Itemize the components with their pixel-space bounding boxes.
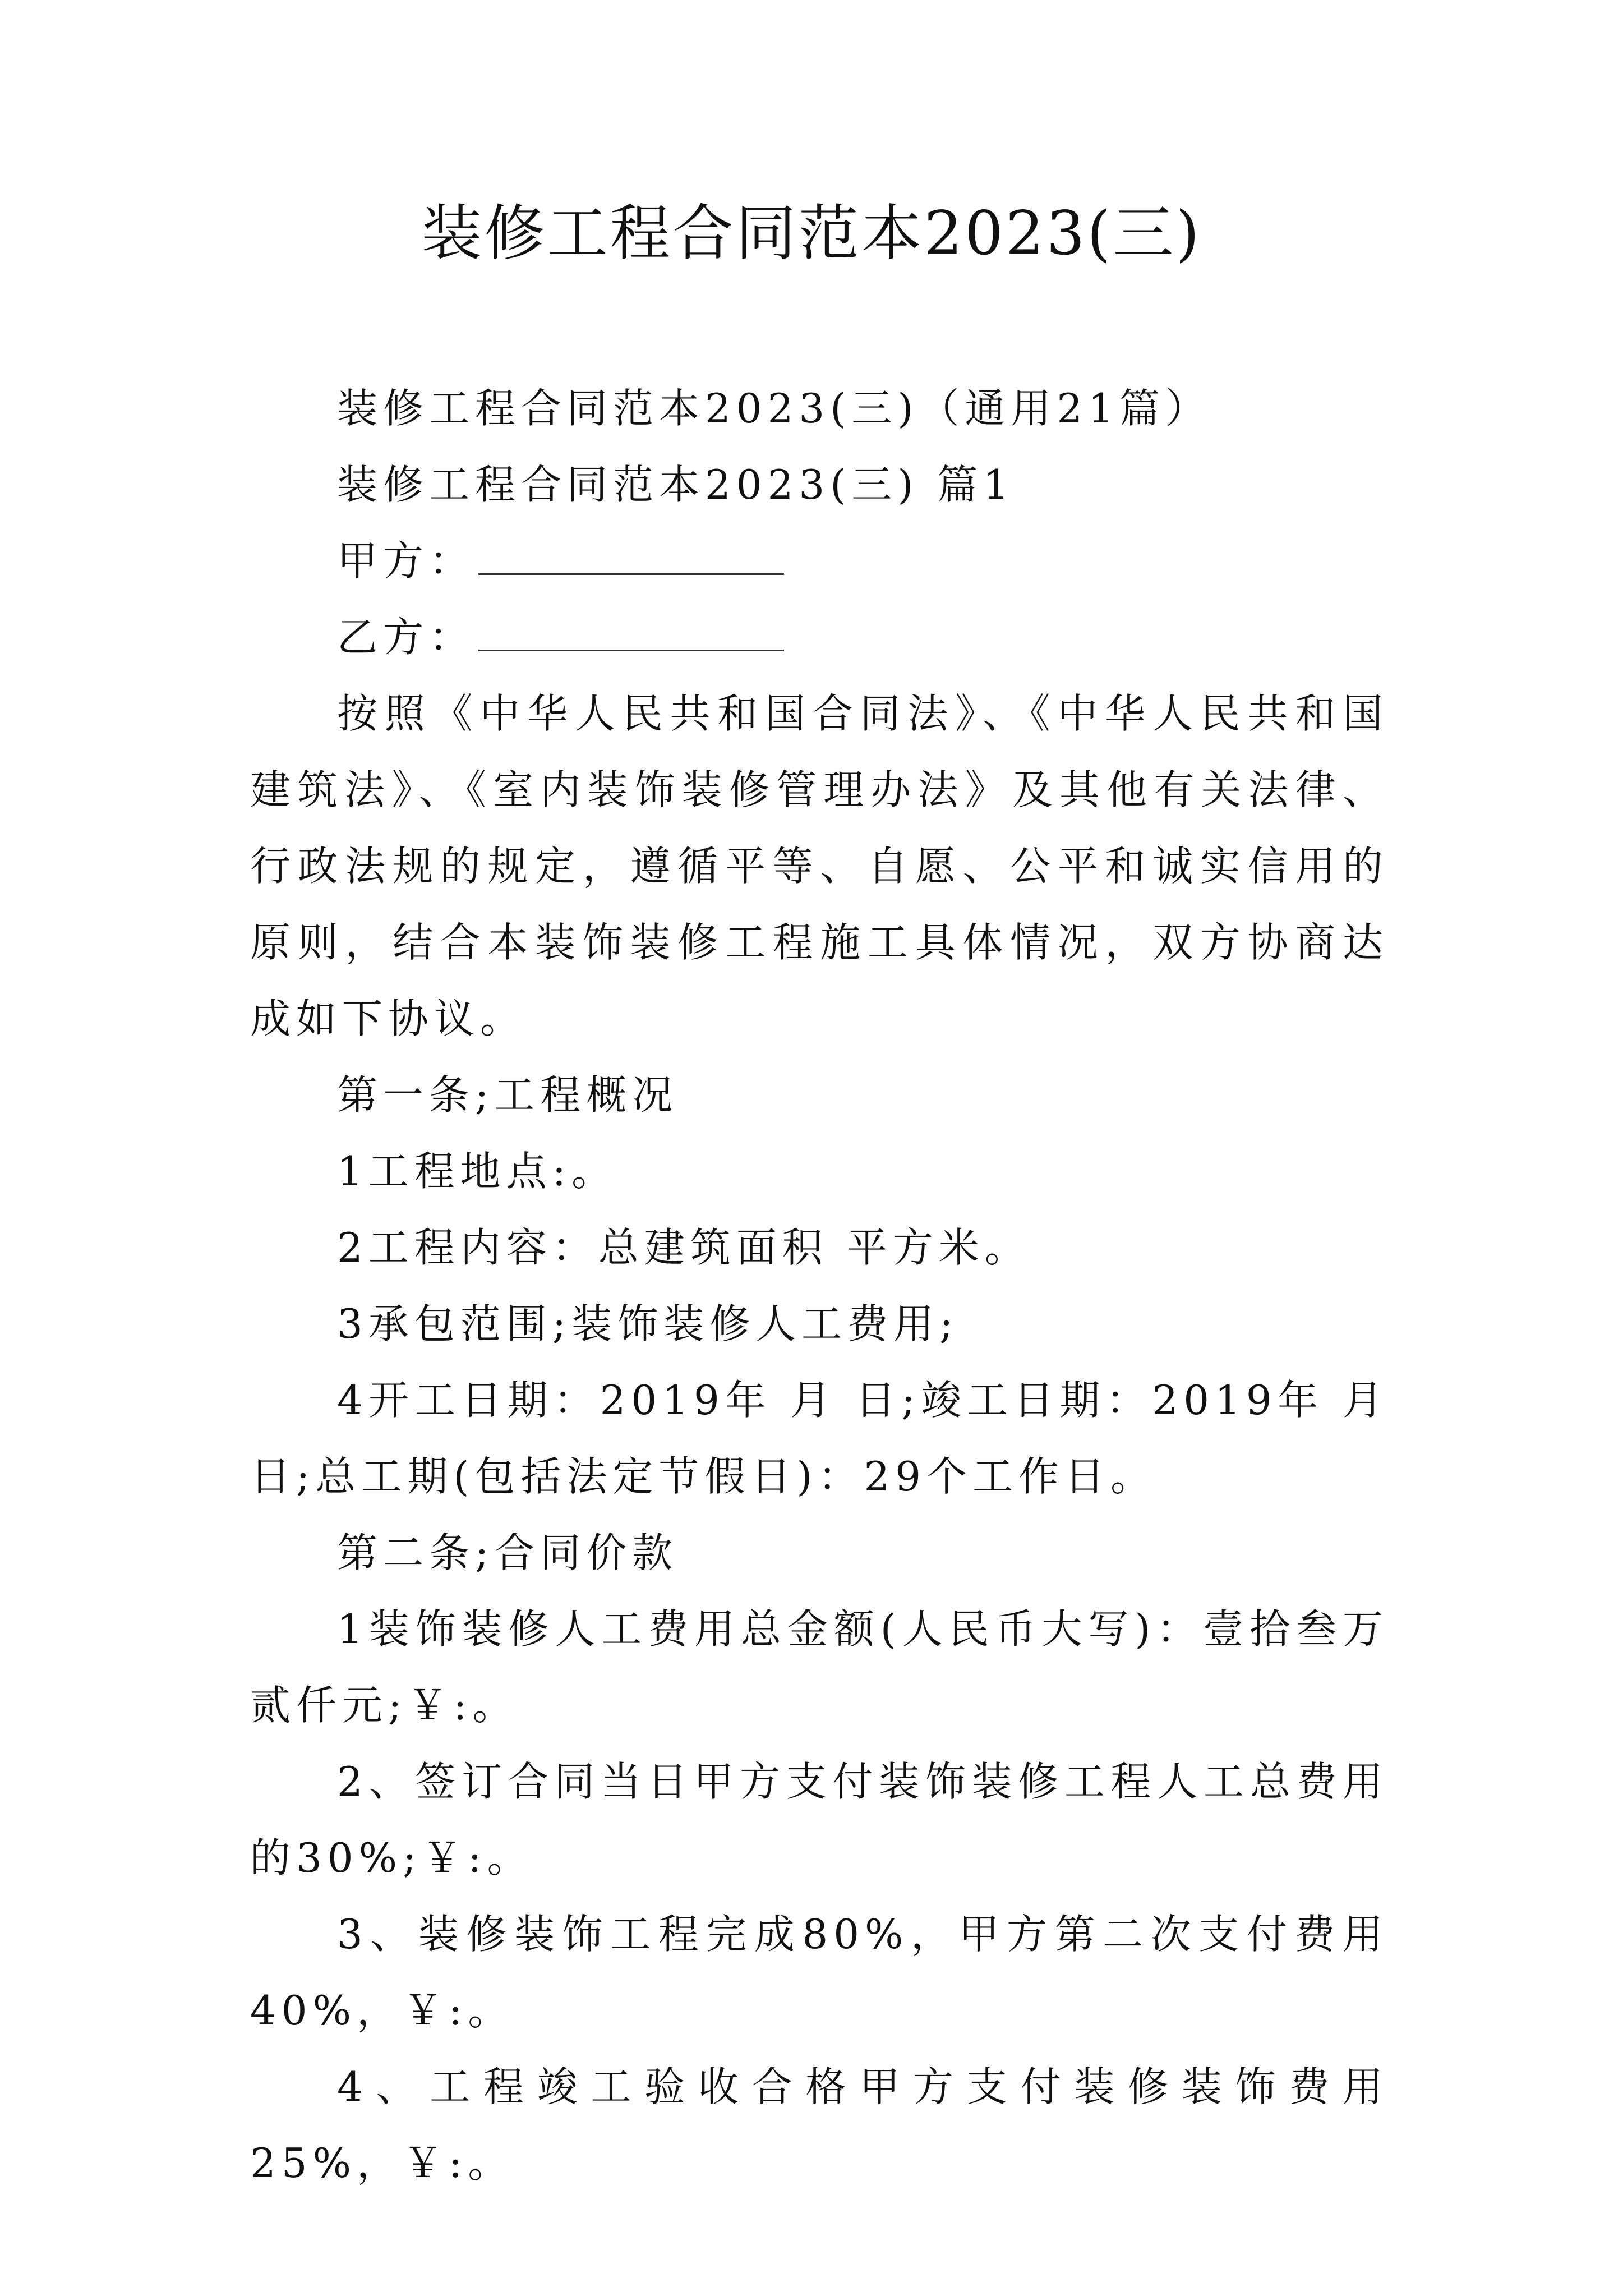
article-1-item-1: 1工程地点:。: [337, 1148, 618, 1195]
party-a-blank: [478, 540, 784, 575]
party-b-line: [250, 599, 1389, 675]
party-b-blank: [478, 616, 784, 651]
document-body: [250, 370, 1389, 2201]
article-1-title: 第一条;工程概况: [337, 1071, 679, 1119]
article-1-item-2: 2工程内容：总建筑面积 平方米。: [337, 1224, 1031, 1271]
document-title: 装修工程合同范本2023(三): [421, 199, 1202, 269]
article-2-title: 第二条;合同价款: [337, 1529, 679, 1576]
article-1-item-3: 3承包范围;装饰装修人工费用;: [337, 1300, 959, 1347]
preamble-paragraph: 按照《中华人民共和国合同法》、《中华人民共和国建筑法》、《室内装饰装修管理办法》及其他有关法律、行政法规的规定，遵循平等、自愿、公平和诚实信用的原则，结合本装饰装修工程施工具体情况，双方协商达成如下协议。: [250, 690, 1389, 1042]
party-a-label: 甲方：: [337, 537, 476, 585]
article-2-item-1: 1装饰装修人工费用总金额(人民币大写)：壹拾叁万贰仟元;￥:。: [250, 1605, 1389, 1729]
part-heading: 装修工程合同范本2023(三) 篇1: [337, 461, 1015, 508]
collection-heading: 装修工程合同范本2023(三)（通用21篇）: [337, 385, 1212, 432]
article-2-item-4: 4、工程竣工验收合格甲方支付装修装饰费用25%，￥:。: [250, 2063, 1389, 2187]
party-a-line: [250, 523, 1389, 599]
article-2-item-2: 2、签订合同当日甲方支付装饰装修工程人工总费用的30%;￥:。: [250, 1758, 1389, 1881]
article-2-item-3: 3、装修装饰工程完成80%，甲方第二次支付费用40%，￥:。: [250, 1911, 1389, 2034]
party-b-label: 乙方：: [337, 614, 476, 661]
article-1-item-4: 4开工日期：2019年 月 日;竣工日期：2019年 月 日;总工期(包括法定节假日)：29个工作日。: [250, 1377, 1389, 1500]
